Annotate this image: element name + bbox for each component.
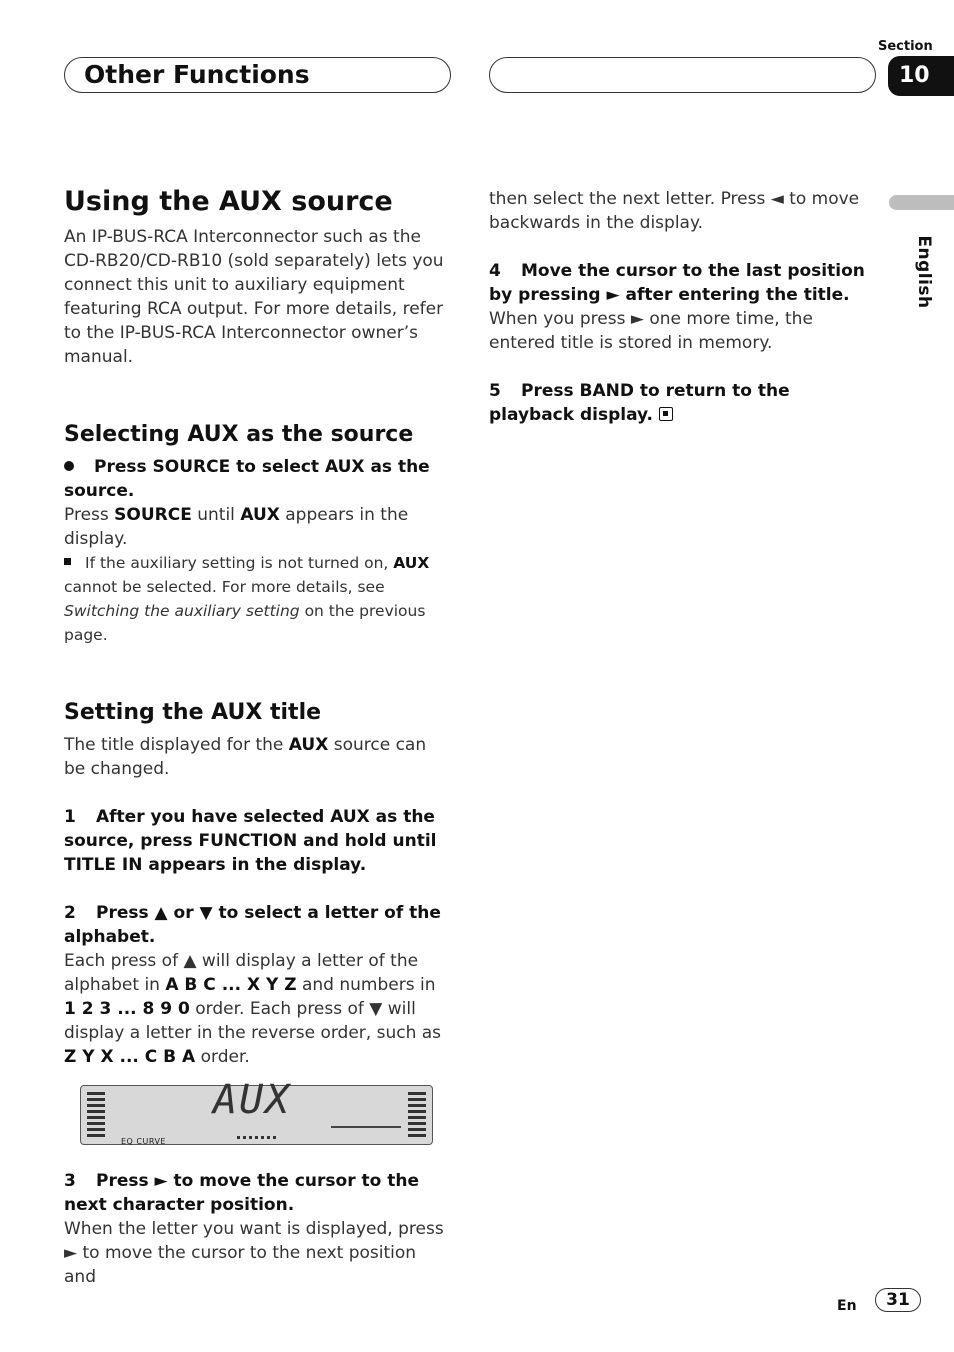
step-3-continuation: then select the next letter. Press ◄ to move backwards in the display. [489,189,860,233]
language-label: English [914,235,934,309]
page-title: Using the AUX source [64,186,393,217]
step-4: 4 Move the cursor to the last position by pressing ► after entering the title. [489,261,865,305]
step-5: 5 Press BAND to return to the playback display. [489,381,790,425]
header-right-frame [489,57,876,93]
intro-paragraph: An IP-BUS-RCA Interconnector such as the CD-RB20/CD-RB10 (sold separately) lets you connect this unit to auxiliary equipment featuring RCA output. For more details, refer to the IP-BUS-RCA Interconnector owner’s manual. [64,227,444,367]
selecting-aux-heading: Selecting AUX as the source [64,422,414,447]
end-mark-icon [659,407,673,421]
lcd-underline [331,1126,401,1128]
section-number-badge: 10 [888,56,954,96]
step-3: 3 Press ► to move the cursor to the next character position. [64,1171,419,1215]
setting-aux-title-heading: Setting the AUX title [64,700,322,725]
select-bullet-step: Press SOURCE to select AUX as the source. [64,457,430,501]
note-square-icon [64,558,71,565]
select-note: If the auxiliary setting is not turned on, AUX cannot be selected. For more details, see Switching the auxiliary setting on the previous page. [64,554,430,644]
step-2: 2 Press ▲ or ▼ to select a letter of the alphabet. [64,903,441,947]
level-bars-left [87,1092,105,1138]
level-bars-right [408,1092,426,1138]
select-description: Press SOURCE until AUX appears in the display. [64,505,409,549]
lcd-dots [237,1136,279,1139]
title-description: The title displayed for the AUX source can be changed. [64,735,427,779]
section-label: Section [878,39,933,54]
language-tab [889,195,954,210]
lcd-display-illustration [80,1077,433,1146]
bullet-dot-icon [64,461,74,471]
page-header-title: Other Functions [84,60,310,89]
page-number: 31 [875,1288,921,1312]
step-1: 1 After you have selected AUX as the source, press FUNCTION and hold until TITLE IN appears in the display. [64,807,437,875]
step-2-description: Each press of ▲ will display a letter of the alphabet in A B C ... X Y Z and numbers in 1 2 3 ... 8 9 0 order. Each press of ▼ will display a letter in the reverse order, such as Z Y X ... C B A order. [64,951,442,1067]
right-column [489,187,877,427]
left-column [64,185,452,1289]
step-3-description: When the letter you want is displayed, press ► to move the cursor to the next position and [64,1219,444,1287]
step-4-description: When you press ► one more time, the entered title is stored in memory. [489,309,813,353]
eq-curve-label: EQ CURVE [121,1137,166,1146]
lcd-display-text: AUX [213,1077,292,1123]
footer-language-code: En [837,1298,857,1314]
